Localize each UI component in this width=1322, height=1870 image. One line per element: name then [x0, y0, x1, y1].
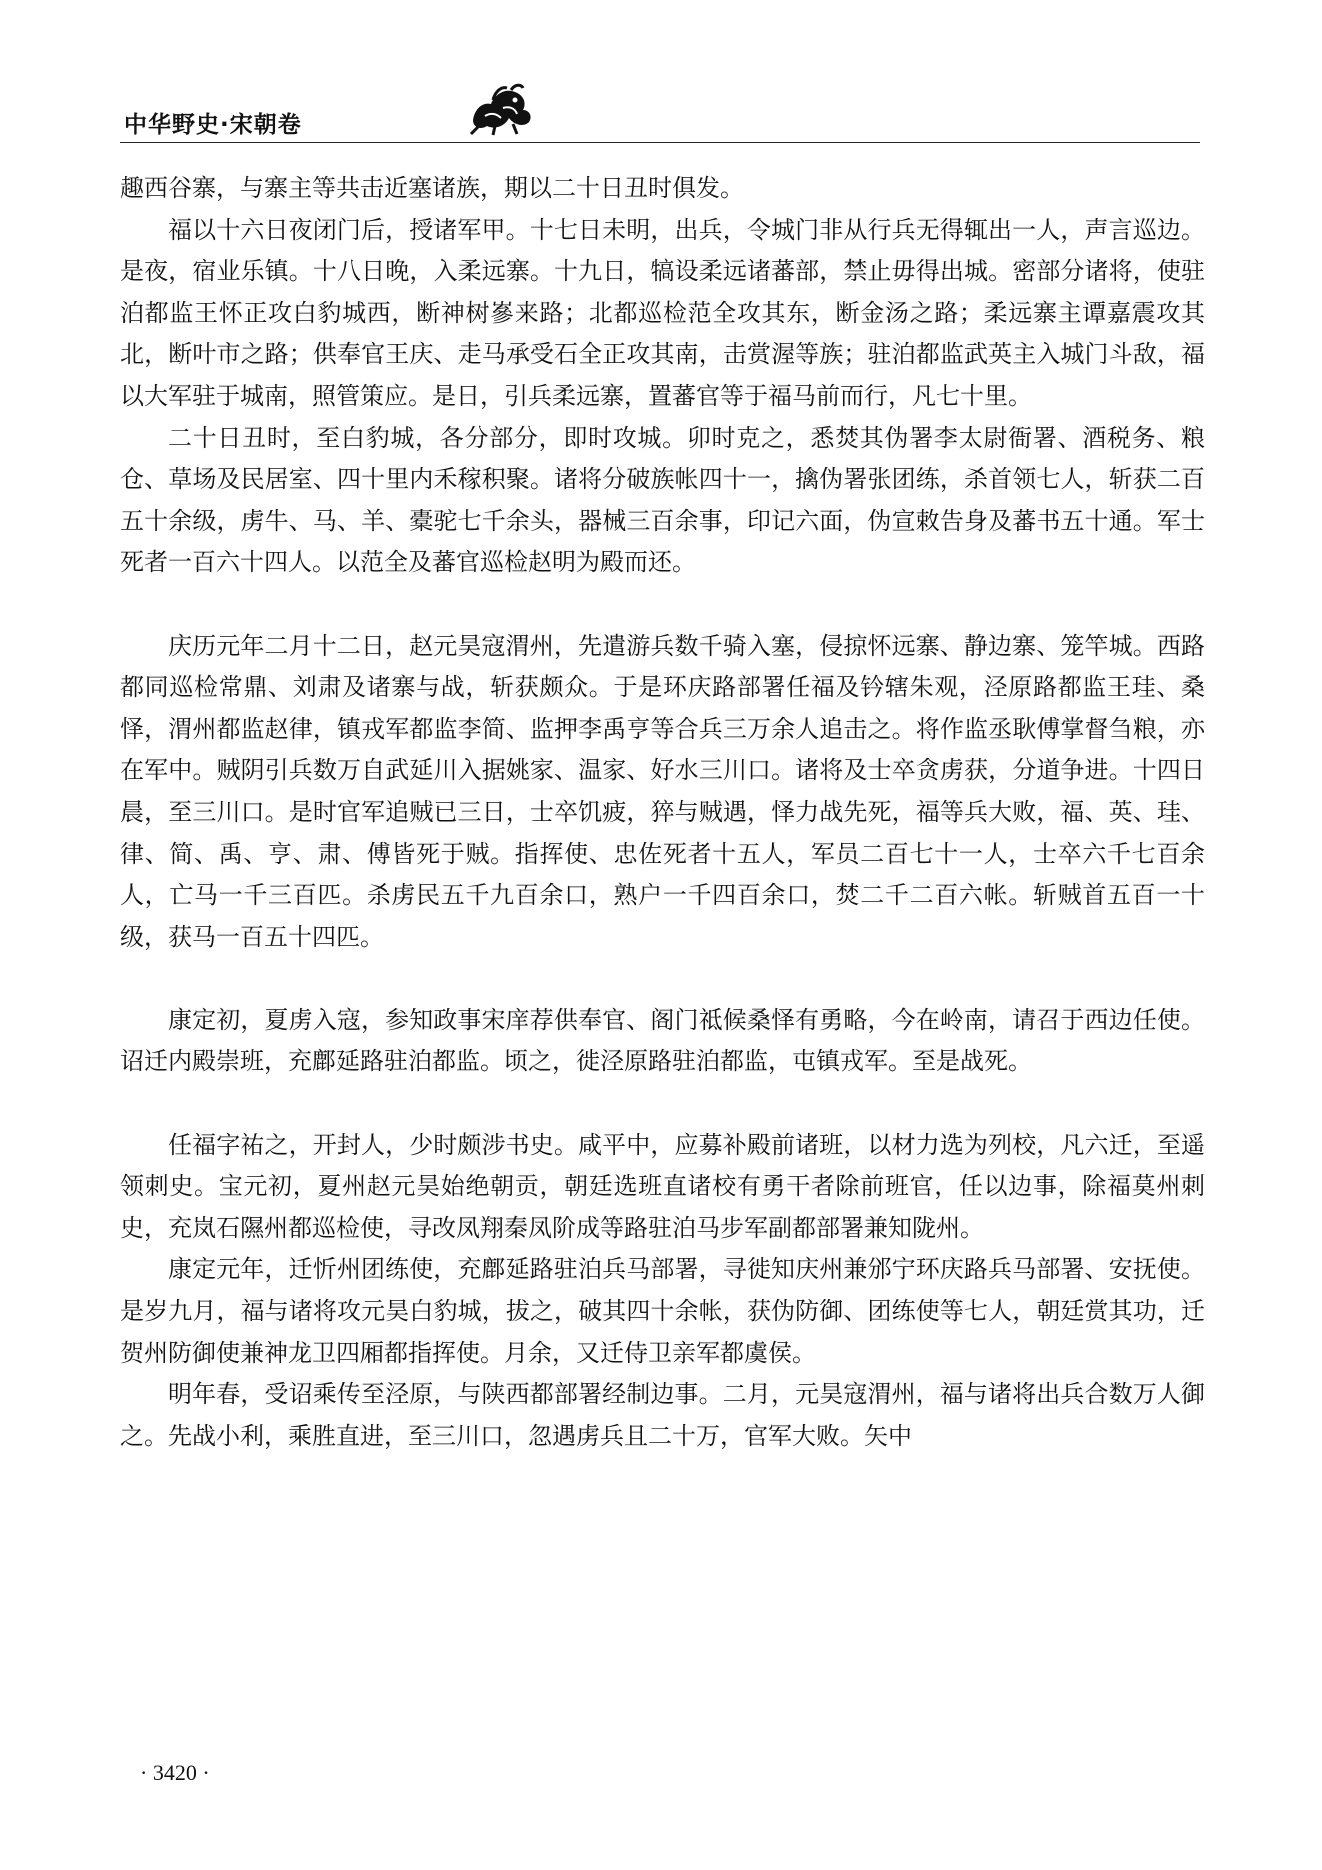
page-number: · 3420 · — [140, 1760, 210, 1785]
running-header — [120, 100, 1200, 150]
page-body — [120, 168, 1205, 1457]
paragraph: 趣西谷寨，与寨主等共击近塞诸族，期以二十日丑时俱发。 — [120, 174, 744, 202]
header-rule — [120, 142, 1200, 143]
paragraph: 庆历元年二月十二日，赵元昊寇渭州，先遣游兵数千骑入塞，侵掠怀远寨、静边寨、笼竿城。西路都同巡检常鼎、刘肃及诸寨与战，斩获颇众。于是环庆路部署任福及钤辖朱观，泾原路都监王珪、桑怿，渭州都监赵律，镇戎军都监李简、监押李禹亨等合兵三万余人追击之。将作监丞耿傅掌督刍粮，亦在军中。贼阴引兵数万自武延川入据姚家、温家、好水三川口。诸将及士卒贪虏获，分道争进。十四日晨，至三川口。是时官军追贼已三日，士卒饥疲，猝与贼遇，怿力战先死，福等兵大败，福、英、珪、律、简、禹、亨、肃、傅皆死于贼。指挥使、忠佐死者十五人，军员二百七十一人，士卒六千七百余人，亡马一千三百匹。杀虏民五千九百余口，熟户一千四百余口，焚二千二百六帐。斩贼首五百一十级，获马一百五十四匹。 — [120, 631, 1205, 951]
book-title: 中华野史·宋朝卷 — [124, 112, 302, 138]
paragraph: 明年春，受诏乘传至泾原，与陕西都部署经制边事。二月，元昊寇渭州，福与诸将出兵合数万人御之。先战小利，乘胜直进，至三川口，忽遇虏兵且二十万，官军大败。矢中 — [120, 1380, 1205, 1450]
paragraph: 任福字祐之，开封人，少时颇涉书史。咸平中，应募补殿前诸班，以材力选为列校，凡六迁，至遥领刺史。宝元初，夏州赵元昊始绝朝贡，朝廷选班直诸校有勇干者除前班官，任以边事，除福莫州刺史，充岚石隰州都巡检使，寻改凤翔秦凤阶成等路驻泊马步军副都部署兼知陇州。 — [120, 1130, 1205, 1242]
paragraph: 福以十六日夜闭门后，授诸军甲。十七日未明，出兵，令城门非从行兵无得辄出一人，声言巡边。是夜，宿业乐镇。十八日晚，入柔远寨。十九日，犒设柔远诸蕃部，禁止毋得出城。密部分诸将，使驻泊都监王怀正攻白豹城西，断神树嵾来路；北都巡检范全攻其东，断金汤之路；柔远寨主谭嘉震攻其北，断叶市之路；供奉官王庆、走马承受石全正攻其南，击赏渥等族；驻泊都监武英主入城门斗敌，福以大军驻于城南，照管策应。是日，引兵柔远寨，置蕃官等于福马前而行，凡七十里。 — [120, 215, 1205, 410]
dragon-logo-icon — [465, 80, 535, 136]
paragraph: 二十日丑时，至白豹城，各分部分，即时攻城。卯时克之，悉焚其伪署李太尉衙署、酒税务、粮仓、草场及民居室、四十里内禾稼积聚。诸将分破族帐四十一，擒伪署张团练，杀首领七人，斩获二百五十余级，虏牛、马、羊、橐驼七千余头，器械三百余事，印记六面，伪宣敕告身及蕃书五十通。军士死者一百六十四人。以范全及蕃官巡检赵明为殿而还。 — [120, 423, 1205, 577]
paragraph: 康定元年，迁忻州团练使，充鄜延路驻泊兵马部署，寻徙知庆州兼邠宁环庆路兵马部署、安抚使。是岁九月，福与诸将攻元昊白豹城，拔之，破其四十余帐，获伪防御、团练使等七人，朝廷赏其功，迁贺州防御使兼神龙卫四厢都指挥使。月余，又迁侍卫亲军都虞侯。 — [120, 1255, 1205, 1367]
paragraph: 康定初，夏虏入寇，参知政事宋庠荐供奉官、阁门祗候桑怿有勇略，今在岭南，请召于西边任使。诏迁内殿崇班，充鄜延路驻泊都监。顷之，徙泾原路驻泊都监，屯镇戎军。至是战死。 — [120, 1005, 1205, 1076]
